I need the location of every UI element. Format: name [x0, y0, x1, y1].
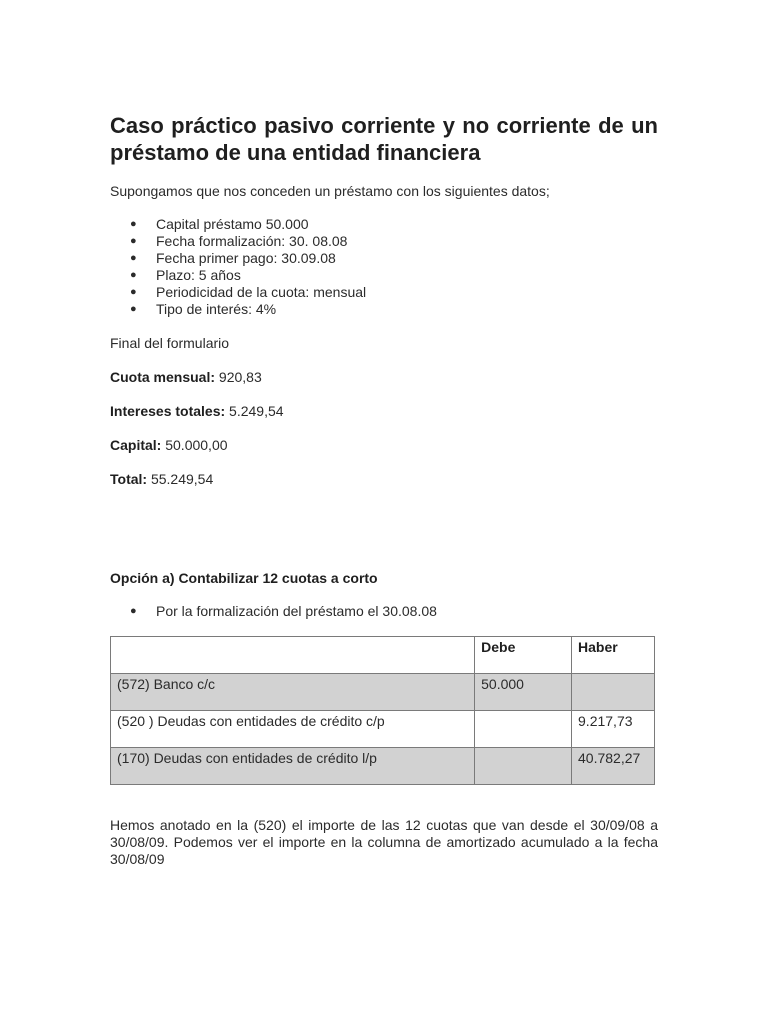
summary-value: 55.249,54	[147, 471, 214, 487]
list-item-text: Plazo: 5 años	[156, 267, 241, 283]
list-item-text: Por la formalización del préstamo el 30.08.08	[156, 603, 437, 619]
table-cell-debe	[475, 748, 572, 785]
bullet-icon: ●	[130, 605, 137, 617]
list-item-text: Periodicidad de la cuota: mensual	[156, 284, 367, 300]
table-header-cell	[111, 637, 475, 674]
bullet-icon: ●	[130, 235, 137, 247]
table-header-cell: Debe	[475, 637, 572, 674]
loan-data-list	[110, 216, 658, 318]
bullet-icon: ●	[130, 252, 137, 264]
option-heading: Opción a) Contabilizar 12 cuotas a corto	[110, 570, 378, 586]
summary-label: Total:	[110, 471, 148, 487]
bullet-icon: ●	[130, 218, 137, 230]
list-item	[110, 284, 658, 301]
table-cell-debe: 50.000	[475, 674, 572, 711]
bullet-icon: ●	[130, 269, 137, 281]
table-row	[111, 674, 655, 711]
summary-label: Capital:	[110, 437, 162, 453]
list-item	[110, 216, 658, 233]
summary-value: 5.249,54	[225, 403, 284, 419]
table-cell-debe	[475, 711, 572, 748]
list-item-text: Fecha formalización: 30. 08.08	[156, 233, 348, 249]
bullet-icon: ●	[130, 286, 137, 298]
summary-value: 920,83	[215, 369, 262, 385]
summary-monthly-fee	[110, 368, 658, 386]
list-item	[110, 267, 658, 284]
bullet-icon: ●	[130, 303, 137, 315]
table-cell-account: (170) Deudas con entidades de crédito l/p	[111, 748, 475, 785]
table-header-row	[111, 637, 655, 674]
list-item	[110, 603, 658, 620]
explanation-paragraph: Hemos anotado en la (520) el importe de las 12 cuotas que van desde el 30/09/08 a 30/08/09. Podemos ver el importe en la columna de amortizado acumulado a la fecha 30/08/09	[110, 817, 658, 867]
table-cell-haber: 9.217,73	[572, 711, 655, 748]
table-header-cell: Haber	[572, 637, 655, 674]
table-row	[111, 748, 655, 785]
document-page	[110, 112, 658, 882]
list-item	[110, 250, 658, 267]
summary-value: 50.000,00	[161, 437, 228, 453]
option-list	[110, 603, 658, 620]
table-cell-haber: 40.782,27	[572, 748, 655, 785]
list-item-text: Fecha primer pago: 30.09.08	[156, 250, 336, 266]
list-item	[110, 233, 658, 250]
list-item-text: Capital préstamo 50.000	[156, 216, 309, 232]
list-item-text: Tipo de interés: 4%	[156, 301, 277, 317]
table-cell-account: (520 ) Deudas con entidades de crédito c/p	[111, 711, 475, 748]
document-title: Caso práctico pasivo corriente y no corriente de un préstamo de una entidad financiera	[110, 113, 658, 165]
summary-total	[110, 470, 658, 488]
summary-total-interest	[110, 402, 658, 420]
table-row	[111, 711, 655, 748]
summary-capital	[110, 436, 658, 454]
journal-entry-table	[110, 636, 655, 785]
form-end-text: Final del formulario	[110, 335, 230, 351]
table-cell-account: (572) Banco c/c	[111, 674, 475, 711]
summary-label: Cuota mensual:	[110, 369, 216, 385]
summary-label: Intereses totales:	[110, 403, 226, 419]
intro-text: Supongamos que nos conceden un préstamo con los siguientes datos;	[110, 183, 550, 199]
list-item	[110, 301, 658, 318]
table-cell-haber	[572, 674, 655, 711]
